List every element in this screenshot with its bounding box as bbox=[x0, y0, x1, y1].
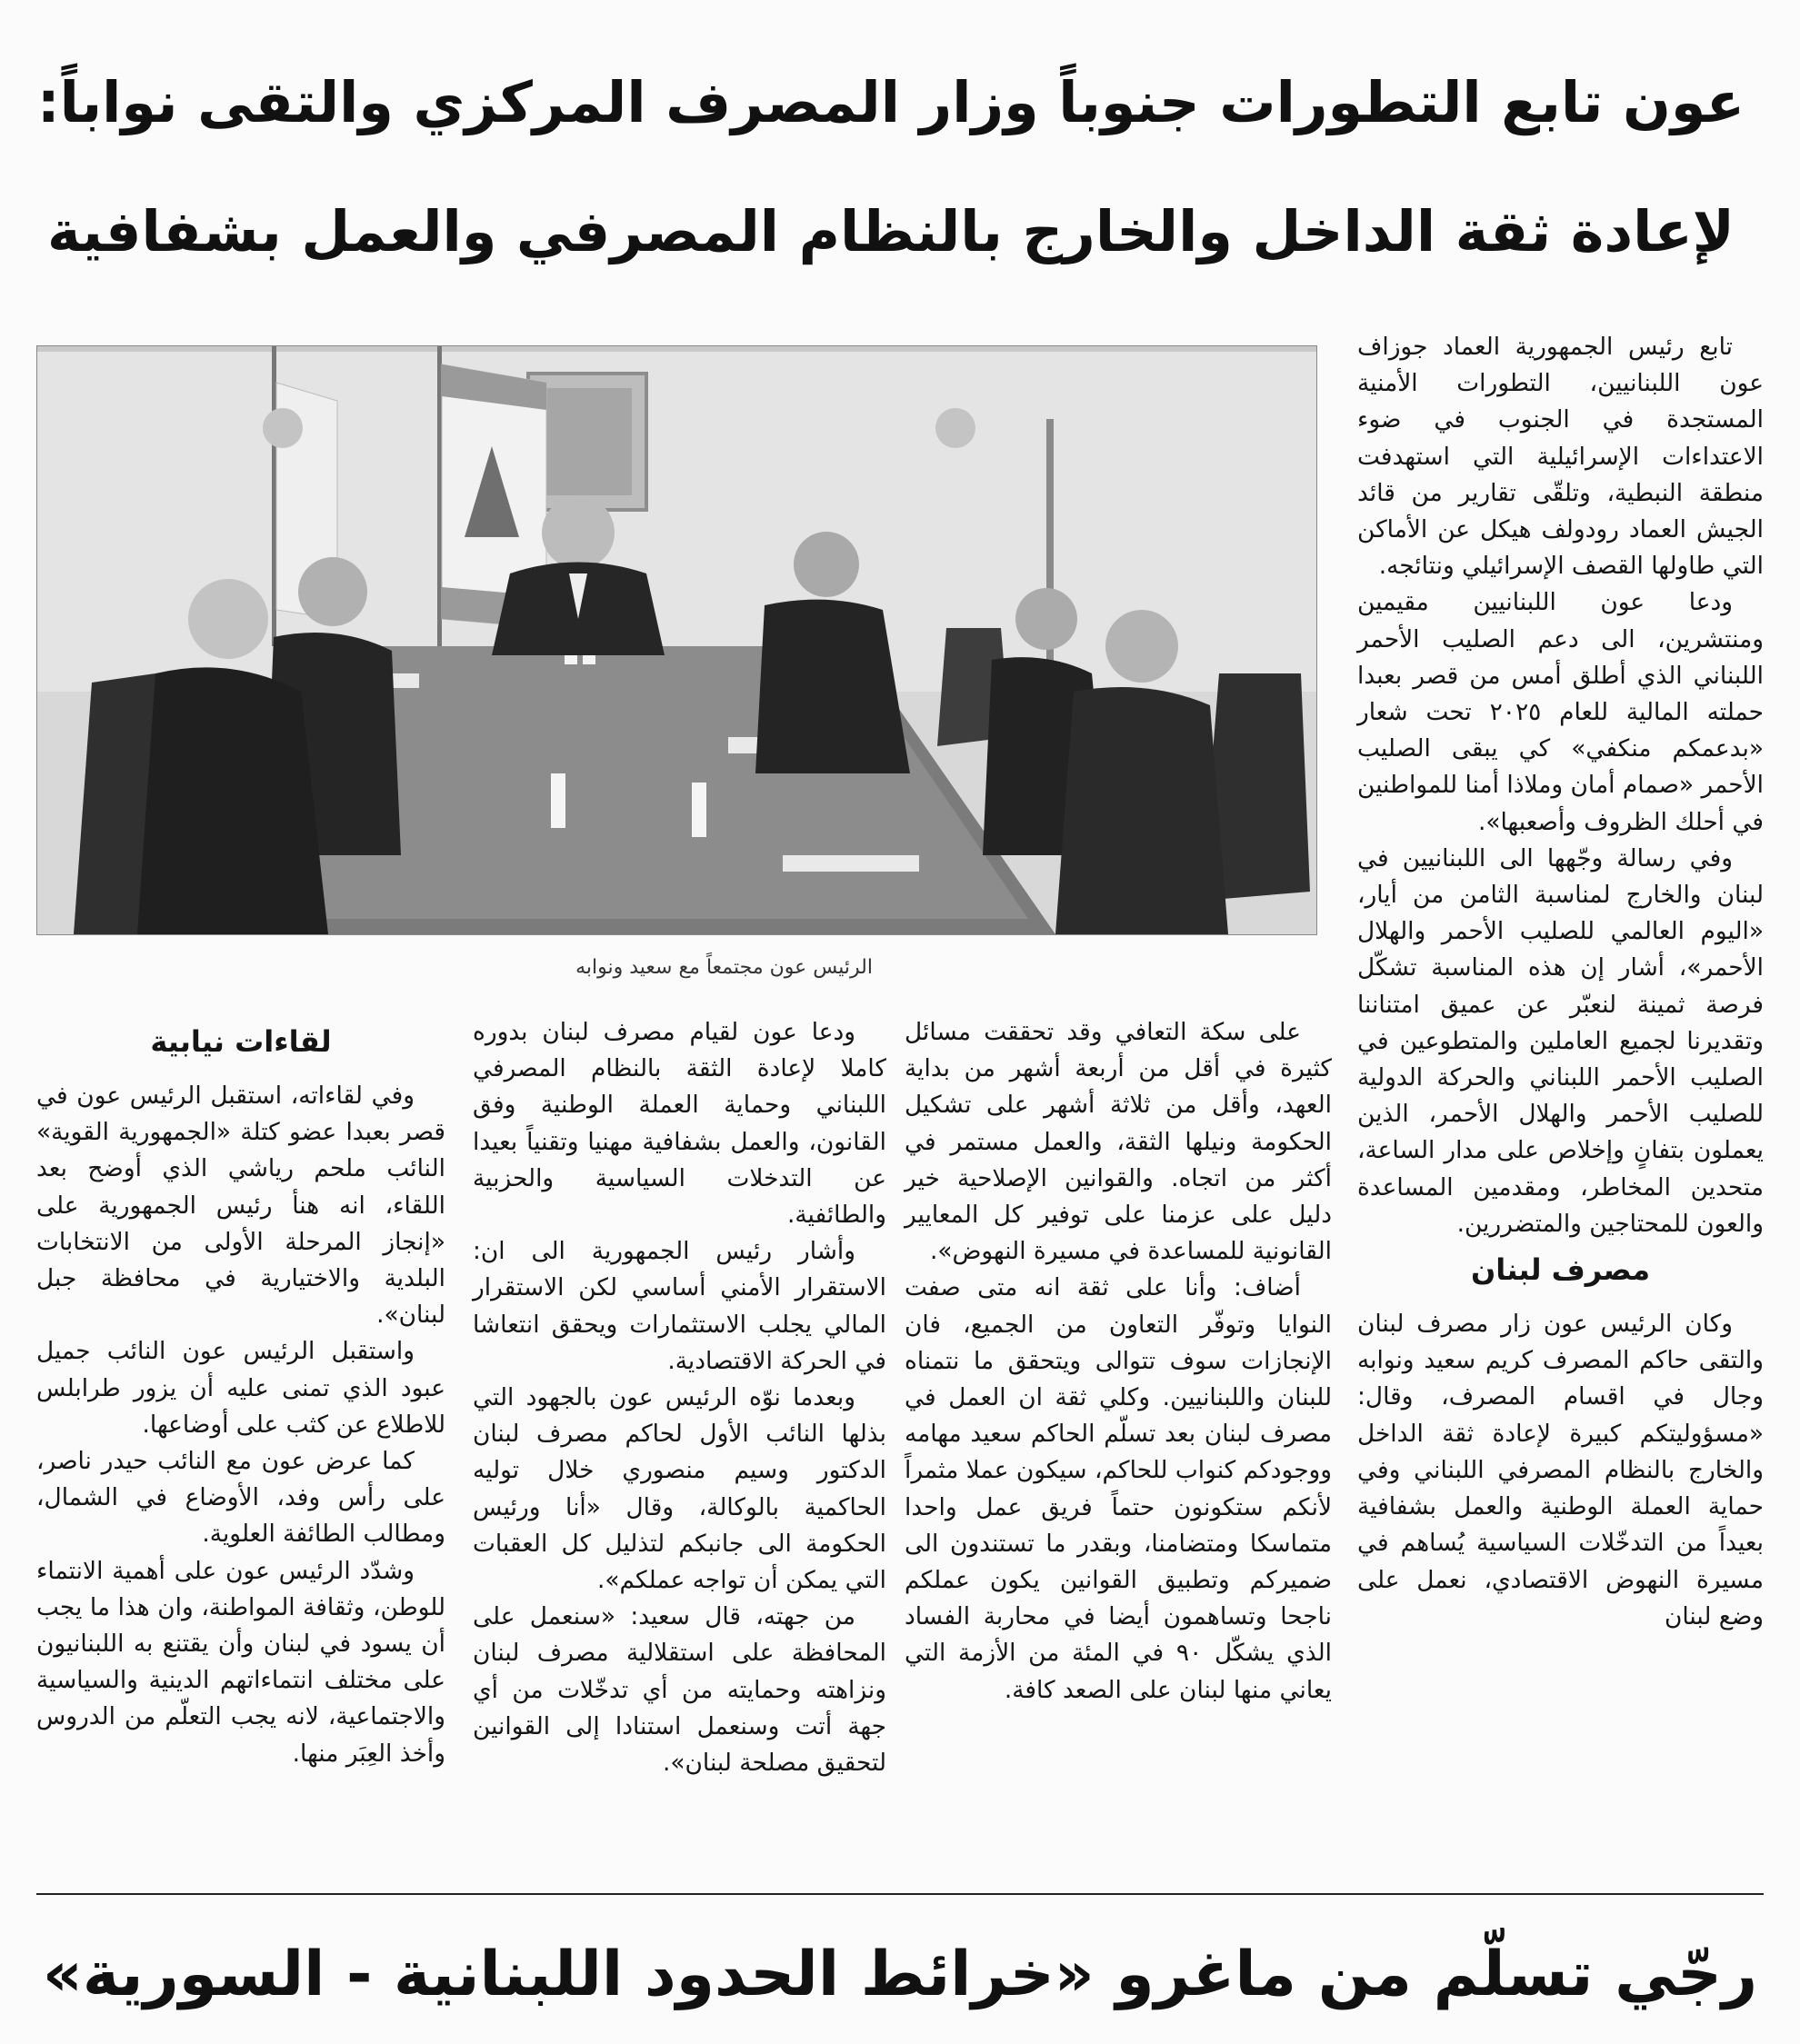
article-column-3 bbox=[473, 1014, 886, 1781]
paragraph: أضاف: وأنا على ثقة انه متى صفت النوايا وتوفّر التعاون من الجميع، فان الإنجازات سوف تتوالى ويتحقق ما نتمناه للبنان واللبنانيين. وكلي ثقة ان العمل في مصرف لبنان بعد تسلّم الحاكم سعيد مهامه ووجودكم كنواب للحاكم، سيكون عملا مثمراً لأنكم ستكونون حتماً فريق عمل واحدا متماسكا ومتضامنا، وبقدر ما تستندون الى ضميركم وتطبيق القوانين يكون عملكم ناجحا وتساهمون أيضا في محاربة الفساد الذي يشكّل ٩٠ في المئة من الأزمة التي يعاني منها لبنان على الصعد كافة. bbox=[905, 1273, 1333, 1704]
paragraph: وبعدما نوّه الرئيس عون بالجهود التي بذلها النائب الأول لحاكم مصرف لبنان الدكتور وسيم منصوري خلال توليه الحاكمية بالوكالة، وقال «أنا ورئيس الحكومة الى جانبكم لتذليل كل العقبات التي يمكن أن تواجه عملكم». bbox=[473, 1383, 886, 1595]
paragraph: وشدّد الرئيس عون على أهمية الانتماء للوطن، وثقافة المواطنة، وان هذا ما يجب أن يسود في لبنان وأن يقتنع به اللبنانيون على مختلف انتماءاتهم الدينية والسياسية والاجتماعية، لانه يجب التعلّم من الدروس وأخذ العِبَر منها. bbox=[36, 1556, 445, 1768]
paragraph: وأشار رئيس الجمهورية الى ان: الاستقرار الأمني أساسي لكن الاستقرار المالي يجلب الاستثمارات ويحقق انتعاشا في الحركة الاقتصادية. bbox=[473, 1237, 886, 1375]
paragraph: وكان الرئيس عون زار مصرف لبنان والتقى حاكم المصرف كريم سعيد ونوابه وجال في اقسام المصرف، وقال: «مسؤوليتكم كبيرة لإعادة ثقة الداخل والخارج بالنظام المصرفي اللبناني وفي حماية العملة الوطنية والعمل بشفافية بعيداً من التدخّلات السياسية يُساهم في مسيرة النهوض الاقتصادي، نعمل على وضع لبنان bbox=[1357, 1310, 1764, 1630]
paragraph: من جهته، قال سعيد: «سنعمل على المحافظة على استقلالية مصرف لبنان ونزاهته وحمايته من أي تدخّلات من أي جهة أتت وسنعمل استنادا إلى القوانين لتحقيق مصلحة لبنان». bbox=[473, 1602, 886, 1778]
paragraph: تابع رئيس الجمهورية العماد جوزاف عون اللبنانيين، التطورات الأمنية المستجدة في الجنوب في ضوء الاعتداءات الإسرائيلية التي استهدفت منطقة النبطية، وتلقّى تقارير من قائد الجيش العماد رودولف هيكل عن الأماكن التي طاولها القصف الإسرائيلي ونتائجه. bbox=[1357, 333, 1764, 581]
paragraph: كما عرض عون مع النائب حيدر ناصر، على رأس وفد، الأوضاع في الشمال، ومطالب الطائفة العلوية. bbox=[36, 1447, 445, 1549]
section-divider bbox=[36, 1893, 1764, 1895]
main-headline-line-2: لإعادة ثقة الداخل والخارج بالنظام المصرفي والعمل بشفافية bbox=[47, 198, 1735, 264]
paragraph: وفي رسالة وجّهها الى اللبنانيين في لبنان والخارج لمناسبة الثامن من أيار، «اليوم العالمي للصليب الأحمر والهلال الأحمر»، أشار إن هذه المناسبة تشكّل فرصة ثمينة لنعبّر عن عميق امتناننا وتقديرنا لجميع العاملين والمتطوعين في الصليب الأحمر اللبناني والحركة الدولية للصليب الأحمر والهلال الأحمر، الذين يعملون بتفانٍ وإخلاص على مدار الساعة، متحدين المخاطر، ومقدمين المساعدة والعون للمحتاجين والمتضررين. bbox=[1357, 843, 1764, 1238]
paragraph: ودعا عون لقيام مصرف لبنان بدوره كاملا لإعادة الثقة بالنظام المصرفي اللبناني وحماية العملة الوطنية وفق القانون، والعمل بشفافية مهنيا وتقنياً بعيدا عن التدخلات السياسية والحزبية والطائفية. bbox=[473, 1018, 886, 1230]
article-column-2 bbox=[905, 1014, 1332, 1709]
meeting-photo-illustration bbox=[37, 346, 1316, 934]
paragraph: ودعا عون اللبنانيين مقيمين ومنتشرين، الى دعم الصليب الأحمر اللبناني الذي أطلق أمس من قصر بعبدا حملته المالية للعام ٢٠٢٥ تحت شعار «بدعمكم منكفي» كي يبقى الصليب الأحمر «صمام أمان وملاذا أمنا للمواطنين في أحلك الظروف وأصعبها». bbox=[1357, 588, 1764, 836]
paragraph: على سكة التعافي وقد تحققت مسائل كثيرة في أقل من أربعة أشهر من بداية العهد، وأقل من ثلاثة أشهر على تشكيل الحكومة ونيلها الثقة، والعمل مستمر في أكثر من اتجاه. والقوانين الإصلاحية خير دليل على عزمنا على توفير كل المعايير القانونية للمساعدة في مسيرة النهوض». bbox=[905, 1018, 1332, 1266]
paragraph: وفي لقاءاته، استقبل الرئيس عون في قصر بعبدا عضو كتلة «الجمهورية القوية» النائب ملحم رياشي الذي أوضح بعد اللقاء، انه هنأ رئيس الجمهورية على «إنجاز المرحلة الأولى من الانتخابات البلدية والاختيارية في محافظة جبل لبنان». bbox=[36, 1082, 445, 1330]
main-headline-line-1: عون تابع التطورات جنوباً وزار المصرف المركزي والتقى نواباً: bbox=[36, 69, 1745, 135]
photo-caption: الرئيس عون مجتمعاً مع سعيد ونوابه bbox=[575, 956, 873, 979]
paragraph: واستقبل الرئيس عون النائب جميل عبود الذي تمنى عليه أن يزور طرابلس للاطلاع عن كثب على أوضاعها. bbox=[36, 1337, 445, 1439]
article-column-4 bbox=[36, 1014, 445, 1772]
article-column-1 bbox=[1357, 329, 1764, 1635]
meeting-photo bbox=[36, 345, 1317, 935]
bottom-headline: رجّي تسلّم من ماغرو «خرائط الحدود اللبنانية - السورية» bbox=[42, 1939, 1758, 2010]
subheading-banque-du-liban: مصرف لبنان bbox=[1470, 1252, 1651, 1288]
subheading-parliamentary-meetings: لقاءات نيابية bbox=[150, 1024, 332, 1059]
